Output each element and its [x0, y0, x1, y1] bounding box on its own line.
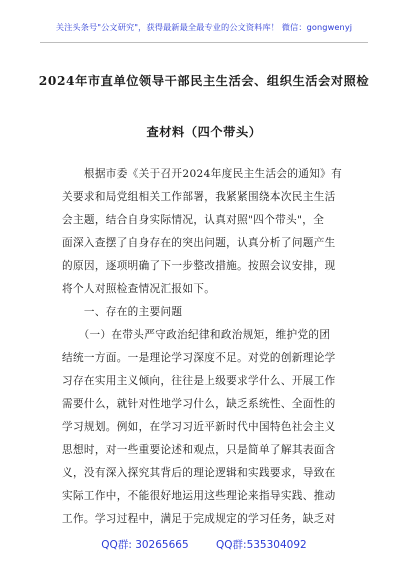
footer-contact [0, 537, 408, 552]
section-heading: 一、存在的主要问题 [62, 306, 183, 318]
footer-qq-group-2: QQ群:535304092 [216, 539, 307, 551]
header-promo-note: 关注头条号"公文研究"，获得最新最全最专业的公文资料库！ 微信：gongwenyj [55, 22, 353, 32]
body-line: 将个人对照检查情况汇报如下。 [62, 283, 216, 295]
body-line: 实际工作中，不能很好地运用这些理论来指导实践、推动 [62, 490, 336, 502]
body-line: 学习规划。例如，在学习习近平新时代中国特色社会主义 [62, 421, 336, 433]
document-title-line-2: 查材料（四个带头） [146, 125, 262, 139]
body-line: （一）在带头严守政治纪律和政治规矩，维护党的团 [62, 329, 331, 341]
body-line: 思想时，对一些重要论述和观点，只是简单了解其表面含 [62, 444, 336, 456]
body-line: 关要求和局党组相关工作部署，我紧紧围绕本次民主生活 [62, 191, 336, 203]
footer-qq-group-1: QQ群: 30265665 [101, 539, 189, 551]
body-line: 结统一方面。一是理论学习深度不足。对党的创新理论学 [62, 352, 336, 364]
body-line: 义，没有深入探究其背后的理论逻辑和实践要求，导致在 [62, 467, 336, 479]
document-body [62, 163, 352, 531]
body-line: 面深入查摆了自身存在的突出问题，认真分析了问题产生 [62, 237, 336, 249]
body-line: 习存在实用主义倾向，往往是上级要求学什么、开展工作 [62, 375, 336, 387]
body-line: 需要什么，就针对性地学习什么，缺乏系统性、全面性的 [62, 398, 336, 410]
body-line: 根据市委《关于召开2024年度民主生活会的通知》有 [62, 168, 343, 180]
document-title-line-1: 2024年市直单位领导干部民主生活会、组织生活会对照检 [38, 74, 370, 88]
body-line: 工作。学习过程中，满足于完成规定的学习任务，缺乏对 [62, 513, 336, 525]
body-line: 会主题，结合自身实际情况，认真对照"四个带头"，全 [62, 214, 325, 226]
header-divider [40, 42, 368, 43]
body-line: 的原因，逐项明确了下一步整改措施。按照会议安排，现 [62, 260, 336, 272]
